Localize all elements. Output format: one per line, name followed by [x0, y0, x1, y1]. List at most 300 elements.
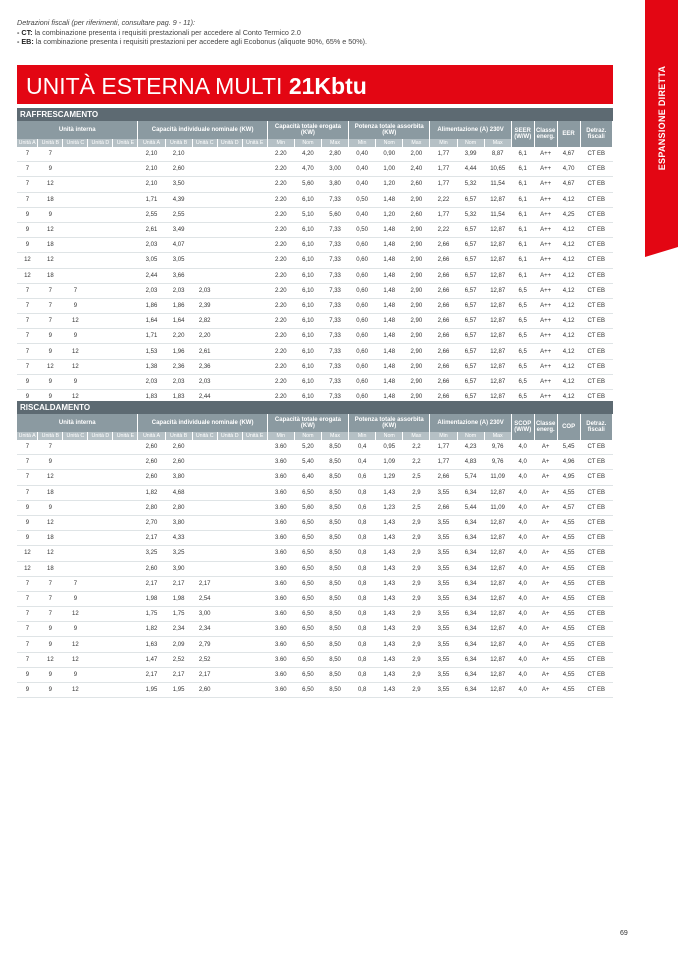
table-cell: [63, 192, 88, 207]
table-cell: [113, 344, 138, 359]
table-cell: 5,60: [321, 207, 348, 222]
table-cell: 18: [38, 561, 63, 576]
table-cell: 7,33: [321, 283, 348, 298]
table-cell: 12,87: [484, 222, 511, 237]
table-cell: [242, 667, 267, 682]
table-row: [17, 147, 613, 162]
table-cell: 12,87: [484, 390, 511, 405]
table-cell: 3,25: [138, 546, 165, 561]
table-cell: 0,8: [349, 622, 376, 637]
table-cell: 2,44: [192, 390, 217, 405]
table-cell: 2,17: [192, 667, 217, 682]
table-cell: 7: [17, 485, 38, 500]
table-cell: CT EB: [580, 591, 612, 606]
table-cell: [63, 515, 88, 530]
table-cell: 2,90: [403, 390, 430, 405]
table-cell: [113, 500, 138, 515]
table-cell: 9: [17, 207, 38, 222]
table-cell: 3.60: [267, 455, 294, 470]
table-cell: A++: [534, 268, 557, 283]
table-cell: 2,5: [403, 500, 430, 515]
heating-sub-header: Nom: [294, 432, 321, 440]
table-cell: 3,55: [430, 652, 457, 667]
heating-column-header: SCOP (W/W): [511, 414, 534, 440]
table-row: [17, 652, 613, 667]
table-cell: 6,34: [457, 515, 484, 530]
table-cell: 0,60: [349, 283, 376, 298]
table-row: [17, 485, 613, 500]
table-cell: 2,9: [403, 561, 430, 576]
heating-sub-header: Max: [484, 432, 511, 440]
table-cell: [113, 622, 138, 637]
table-cell: 5,74: [457, 470, 484, 485]
cooling-sub-header: Unità B: [38, 139, 63, 147]
table-cell: 12: [38, 652, 63, 667]
table-cell: [113, 298, 138, 313]
table-cell: 1,48: [376, 314, 403, 329]
cooling-sub-header: Unità A: [138, 139, 165, 147]
table-cell: 1,48: [376, 268, 403, 283]
table-cell: 4,55: [557, 622, 580, 637]
table-cell: 7: [17, 470, 38, 485]
table-cell: 4,95: [557, 470, 580, 485]
table-cell: 4,55: [557, 591, 580, 606]
table-cell: 6,50: [294, 515, 321, 530]
table-cell: [217, 207, 242, 222]
table-cell: [217, 455, 242, 470]
table-cell: 3.60: [267, 531, 294, 546]
table-cell: 1,47: [138, 652, 165, 667]
table-cell: 1,48: [376, 222, 403, 237]
table-cell: 7: [17, 455, 38, 470]
table-cell: 8,50: [321, 455, 348, 470]
table-cell: 11,54: [484, 177, 511, 192]
table-cell: 6,1: [511, 253, 534, 268]
table-cell: A++: [534, 298, 557, 313]
heating-sub-header: Min: [349, 432, 376, 440]
table-cell: 0,60: [349, 344, 376, 359]
table-cell: 4,55: [557, 576, 580, 591]
table-cell: [88, 344, 113, 359]
table-cell: [88, 298, 113, 313]
table-cell: 6,1: [511, 177, 534, 192]
table-cell: 2,20: [192, 329, 217, 344]
table-cell: [192, 470, 217, 485]
table-cell: 1,86: [138, 298, 165, 313]
table-cell: 12,87: [484, 531, 511, 546]
table-cell: 4,0: [511, 607, 534, 622]
table-cell: 6,34: [457, 622, 484, 637]
table-cell: 2,03: [192, 283, 217, 298]
table-cell: 2,17: [138, 531, 165, 546]
table-cell: A++: [534, 192, 557, 207]
table-cell: 7: [17, 359, 38, 374]
table-cell: [242, 622, 267, 637]
page-title: UNITÀ ESTERNA MULTI 21Kbtu: [26, 73, 367, 99]
table-cell: 9: [17, 500, 38, 515]
table-cell: 1,64: [165, 314, 192, 329]
table-cell: 2,44: [138, 268, 165, 283]
table-cell: 1,82: [138, 622, 165, 637]
table-cell: 2,17: [138, 576, 165, 591]
table-cell: [63, 440, 88, 455]
table-cell: 2,9: [403, 683, 430, 698]
table-cell: 7: [17, 329, 38, 344]
table-cell: 3,55: [430, 607, 457, 622]
table-cell: [113, 359, 138, 374]
table-cell: [113, 268, 138, 283]
table-cell: 4,0: [511, 667, 534, 682]
table-cell: 2,90: [403, 253, 430, 268]
table-cell: 7: [17, 440, 38, 455]
table-cell: A++: [534, 253, 557, 268]
table-cell: [63, 253, 88, 268]
table-cell: 2.20: [267, 192, 294, 207]
heating-sub-header: Unità C: [192, 432, 217, 440]
table-cell: 12,87: [484, 515, 511, 530]
table-cell: [242, 207, 267, 222]
table-cell: [63, 238, 88, 253]
table-cell: 0,60: [349, 238, 376, 253]
table-cell: 9: [63, 374, 88, 389]
table-cell: CT EB: [580, 561, 612, 576]
table-cell: [242, 298, 267, 313]
table-cell: 2,9: [403, 667, 430, 682]
heating-column-header: Detraz. fiscali: [580, 414, 612, 440]
table-cell: 8,50: [321, 546, 348, 561]
table-cell: 2,90: [403, 192, 430, 207]
table-cell: CT EB: [580, 192, 612, 207]
table-cell: [217, 253, 242, 268]
table-cell: 6,10: [294, 390, 321, 405]
table-cell: 2,54: [192, 591, 217, 606]
table-cell: 1,77: [430, 147, 457, 162]
table-cell: 6,1: [511, 147, 534, 162]
table-cell: 2,5: [403, 470, 430, 485]
table-cell: 7: [17, 652, 38, 667]
table-cell: 8,50: [321, 531, 348, 546]
table-cell: [217, 591, 242, 606]
table-cell: 1,98: [165, 591, 192, 606]
table-cell: 2,03: [138, 238, 165, 253]
table-cell: 8,50: [321, 470, 348, 485]
table-cell: [88, 177, 113, 192]
table-cell: [242, 637, 267, 652]
table-cell: 1,29: [376, 470, 403, 485]
table-cell: [88, 683, 113, 698]
table-cell: 2,82: [192, 314, 217, 329]
table-cell: A++: [534, 390, 557, 405]
table-row: [17, 576, 613, 591]
table-cell: 12,87: [484, 652, 511, 667]
table-cell: 6,10: [294, 192, 321, 207]
table-cell: 2,90: [403, 283, 430, 298]
table-cell: 1,38: [138, 359, 165, 374]
table-cell: 12: [38, 222, 63, 237]
table-cell: 2,66: [430, 390, 457, 405]
table-cell: 9: [17, 683, 38, 698]
table-row: [17, 222, 613, 237]
table-cell: 3.60: [267, 652, 294, 667]
table-cell: 3.60: [267, 485, 294, 500]
cooling-table: [17, 121, 613, 405]
table-cell: 2,39: [192, 298, 217, 313]
table-row: [17, 470, 613, 485]
table-cell: [113, 192, 138, 207]
table-cell: 6,57: [457, 329, 484, 344]
table-cell: 7,33: [321, 390, 348, 405]
table-cell: 6,57: [457, 359, 484, 374]
table-cell: 1,75: [138, 607, 165, 622]
table-cell: 12: [63, 344, 88, 359]
table-cell: [242, 222, 267, 237]
table-cell: [192, 485, 217, 500]
table-cell: 4,0: [511, 683, 534, 698]
table-cell: A++: [534, 344, 557, 359]
table-cell: 2,36: [165, 359, 192, 374]
table-cell: 0,60: [349, 298, 376, 313]
table-cell: [192, 162, 217, 177]
table-cell: 4,55: [557, 546, 580, 561]
table-cell: 3,05: [165, 253, 192, 268]
table-cell: [88, 515, 113, 530]
table-cell: 12: [17, 561, 38, 576]
table-cell: 4,12: [557, 238, 580, 253]
table-cell: 1,48: [376, 253, 403, 268]
table-cell: A+: [534, 470, 557, 485]
table-cell: 4,12: [557, 344, 580, 359]
table-cell: 1,83: [138, 390, 165, 405]
table-cell: 6,50: [294, 591, 321, 606]
table-cell: 3,90: [165, 561, 192, 576]
table-cell: A+: [534, 455, 557, 470]
cooling-column-header: Alimentazione (A) 230V: [430, 121, 511, 139]
table-cell: 4,0: [511, 440, 534, 455]
table-cell: [242, 192, 267, 207]
table-cell: [192, 253, 217, 268]
table-cell: A++: [534, 374, 557, 389]
table-row: [17, 253, 613, 268]
table-cell: [217, 177, 242, 192]
table-cell: 7,33: [321, 329, 348, 344]
table-cell: [88, 329, 113, 344]
table-cell: 0,8: [349, 515, 376, 530]
table-cell: 2,55: [165, 207, 192, 222]
table-cell: 0,60: [349, 359, 376, 374]
table-cell: 7: [17, 607, 38, 622]
table-cell: 1,48: [376, 374, 403, 389]
table-cell: 1,43: [376, 531, 403, 546]
table-cell: [88, 622, 113, 637]
table-cell: [217, 652, 242, 667]
table-cell: [242, 591, 267, 606]
table-cell: 8,87: [484, 147, 511, 162]
table-cell: [113, 238, 138, 253]
table-cell: 2,10: [138, 147, 165, 162]
table-cell: 3.60: [267, 607, 294, 622]
heating-sub-header: Unità A: [138, 432, 165, 440]
table-cell: 2.20: [267, 390, 294, 405]
table-cell: [242, 683, 267, 698]
table-cell: 0,40: [349, 177, 376, 192]
table-cell: 8,50: [321, 667, 348, 682]
table-cell: CT EB: [580, 329, 612, 344]
table-cell: [113, 652, 138, 667]
table-cell: 0,60: [349, 314, 376, 329]
table-cell: 6,10: [294, 359, 321, 374]
table-cell: [88, 222, 113, 237]
table-cell: [113, 515, 138, 530]
table-cell: 1,53: [138, 344, 165, 359]
table-cell: 1,48: [376, 192, 403, 207]
table-cell: 3,55: [430, 622, 457, 637]
table-cell: 0,8: [349, 561, 376, 576]
table-cell: 1,43: [376, 607, 403, 622]
table-cell: CT EB: [580, 283, 612, 298]
table-cell: A+: [534, 500, 557, 515]
table-cell: 2,66: [430, 374, 457, 389]
table-cell: 4,67: [557, 147, 580, 162]
table-cell: 5,60: [294, 500, 321, 515]
table-cell: 0,40: [349, 147, 376, 162]
table-cell: 0,8: [349, 652, 376, 667]
table-cell: 2,66: [430, 253, 457, 268]
table-cell: 9: [38, 500, 63, 515]
table-cell: 1,43: [376, 652, 403, 667]
table-cell: 2.20: [267, 344, 294, 359]
table-cell: A++: [534, 329, 557, 344]
table-cell: 4,96: [557, 455, 580, 470]
table-cell: [217, 607, 242, 622]
table-cell: 6,1: [511, 192, 534, 207]
table-cell: 3.60: [267, 500, 294, 515]
table-cell: CT EB: [580, 652, 612, 667]
table-cell: 4,12: [557, 314, 580, 329]
table-cell: 2,66: [430, 344, 457, 359]
table-cell: 0,60: [349, 390, 376, 405]
table-cell: 12: [17, 268, 38, 283]
table-cell: 2,66: [430, 268, 457, 283]
table-cell: 6,10: [294, 374, 321, 389]
table-cell: 0,60: [349, 329, 376, 344]
table-cell: 8,50: [321, 576, 348, 591]
table-cell: [242, 455, 267, 470]
cooling-column-header: Unità interna: [17, 121, 138, 139]
table-cell: CT EB: [580, 268, 612, 283]
table-cell: 2,60: [192, 683, 217, 698]
table-cell: 4,55: [557, 515, 580, 530]
cooling-column-header: Capacità individuale nominale (KW): [138, 121, 267, 139]
table-cell: 2,9: [403, 622, 430, 637]
table-cell: 1,20: [376, 207, 403, 222]
table-cell: 4,0: [511, 591, 534, 606]
table-cell: 12,87: [484, 576, 511, 591]
table-cell: [88, 546, 113, 561]
table-cell: 3,55: [430, 515, 457, 530]
table-cell: [63, 162, 88, 177]
table-cell: 3,55: [430, 485, 457, 500]
cooling-sub-header: Unità D: [88, 139, 113, 147]
table-cell: [63, 561, 88, 576]
table-cell: [217, 576, 242, 591]
table-cell: 2,66: [430, 298, 457, 313]
table-cell: 5,32: [457, 207, 484, 222]
table-cell: 7: [38, 283, 63, 298]
table-cell: 2,9: [403, 607, 430, 622]
table-cell: 12: [63, 314, 88, 329]
table-cell: 6,57: [457, 192, 484, 207]
table-cell: 3.60: [267, 440, 294, 455]
table-cell: [113, 637, 138, 652]
table-cell: 5,40: [294, 455, 321, 470]
table-cell: 3,55: [430, 667, 457, 682]
table-cell: CT EB: [580, 515, 612, 530]
table-cell: [217, 515, 242, 530]
table-cell: [217, 359, 242, 374]
cooling-sub-header: Nom: [376, 139, 403, 147]
table-cell: 1,23: [376, 500, 403, 515]
table-cell: 4,20: [294, 147, 321, 162]
table-cell: 6,50: [294, 667, 321, 682]
table-cell: [88, 667, 113, 682]
table-cell: [113, 561, 138, 576]
table-cell: [88, 192, 113, 207]
table-cell: 6,57: [457, 283, 484, 298]
table-cell: 1,71: [138, 192, 165, 207]
table-cell: A++: [534, 177, 557, 192]
table-cell: 12,87: [484, 344, 511, 359]
table-row: [17, 283, 613, 298]
table-cell: 7: [17, 298, 38, 313]
table-cell: 4,0: [511, 652, 534, 667]
table-cell: 12,87: [484, 192, 511, 207]
table-cell: 18: [38, 238, 63, 253]
tax-notes: [17, 18, 367, 47]
cooling-sub-header: Unità C: [63, 139, 88, 147]
table-cell: 1,86: [165, 298, 192, 313]
table-cell: 6,50: [294, 637, 321, 652]
table-cell: 0,90: [376, 147, 403, 162]
table-row: [17, 500, 613, 515]
table-cell: 2,90: [403, 359, 430, 374]
table-row: [17, 298, 613, 313]
heating-section: [17, 401, 613, 698]
table-cell: A++: [534, 283, 557, 298]
table-cell: 2,34: [165, 622, 192, 637]
table-cell: 2,66: [430, 470, 457, 485]
table-cell: 6,34: [457, 607, 484, 622]
table-cell: 2,90: [403, 298, 430, 313]
table-cell: 2,70: [138, 515, 165, 530]
table-cell: 4,33: [165, 531, 192, 546]
cooling-column-header: Potenza totale assorbita (KW): [349, 121, 430, 139]
table-cell: 2,9: [403, 576, 430, 591]
table-cell: 2,03: [165, 374, 192, 389]
table-cell: 3,25: [165, 546, 192, 561]
table-cell: 2,17: [192, 576, 217, 591]
table-cell: 7: [17, 177, 38, 192]
heating-column-header: Classe energ.: [534, 414, 557, 440]
table-cell: 12,87: [484, 329, 511, 344]
cooling-sub-header: Max: [403, 139, 430, 147]
table-cell: [63, 147, 88, 162]
side-tab-label: ESPANSIONE DIRETTA: [656, 65, 667, 171]
table-cell: [242, 283, 267, 298]
table-cell: 12,87: [484, 683, 511, 698]
table-cell: 1,43: [376, 637, 403, 652]
table-cell: 7: [17, 591, 38, 606]
table-row: [17, 637, 613, 652]
